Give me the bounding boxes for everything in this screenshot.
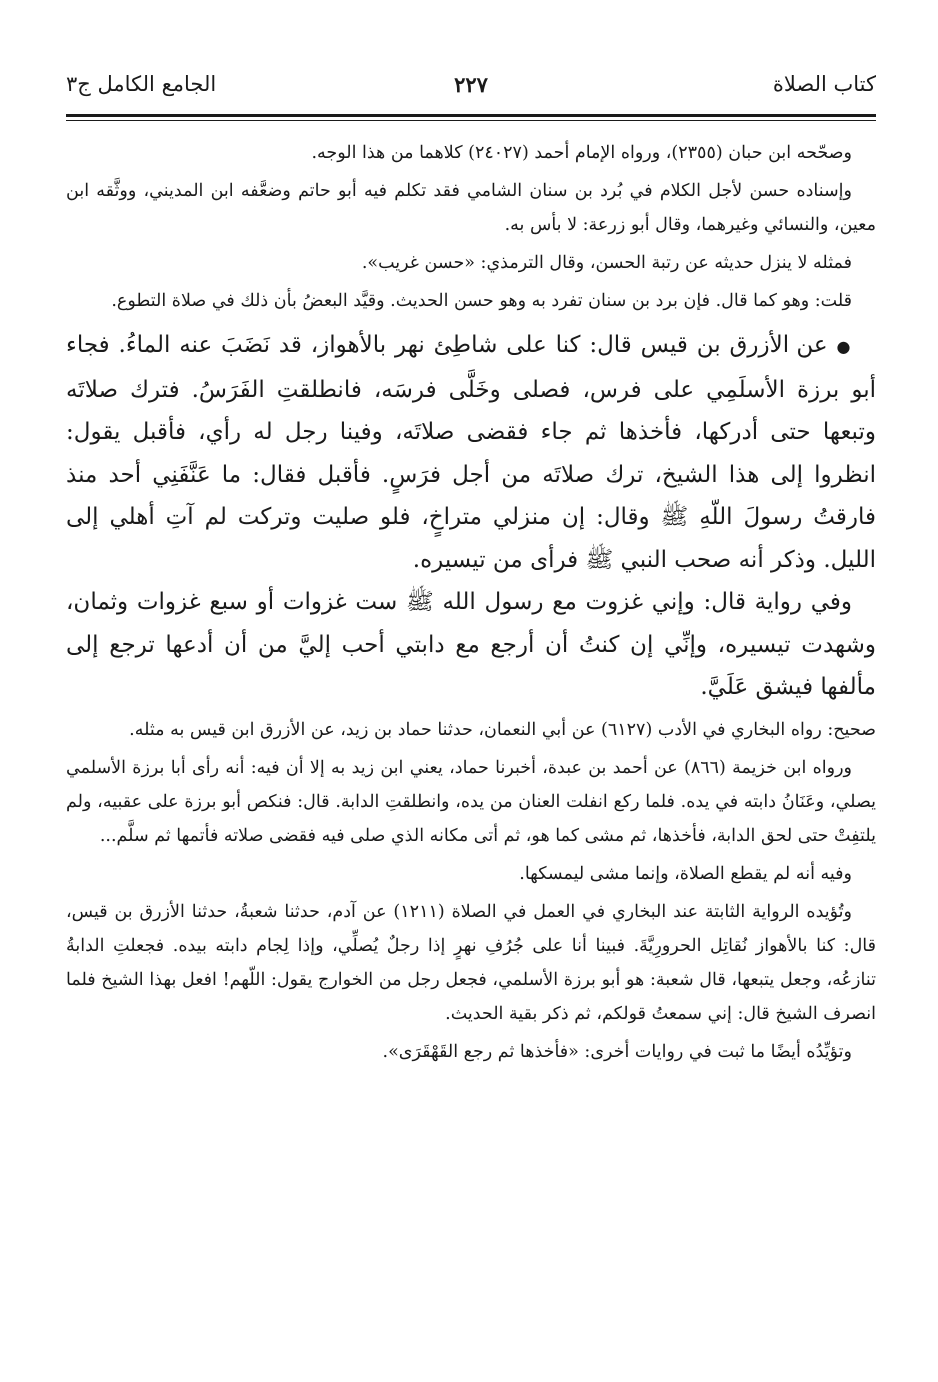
running-header: [66, 70, 876, 110]
hadith-main-text: [66, 324, 876, 581]
header-book-title: الجامع الكامل ج٣: [66, 72, 217, 96]
paragraph-fihi: وفيه أنه لم يقطع الصلاة، وإنما مشى ليمسكها.: [519, 863, 852, 884]
paragraph-tirmidhi: فمثله لا ينزل حديثه عن رتبة الحسن، وقال الترمذي: «حسن غريب».: [361, 253, 852, 273]
hadith-main-text-body: عن الأزرق بن قيس قال: كنا على شاطِئ نهر بالأهواز، قد نَضَبَ عنه الماءُ. فجاء أبو برزة الأسلَمِي على فرس، فصلى وخَلَّى فرسَه، فانطلقتِ الفَرَسُ. فترك صلاتَه وتبعها حتى أدركها، فأخذها ثم جاء فقضى صلاتَه، وفينا رجل له رأي، فأقبل يقول: انظروا إلى هذا الشيخ، ترك صلاتَه من أجل فرَسٍ. فأقبل فقال: ما عَنَّفَنِي أحد منذ فارقتُ رسولَ اللّهِ ﷺ وقال: إن منزلي متراخٍ، فلو صليت وتركت لم آتِ أهلي إلى الليل. وذكر أنه صحب النبي ﷺ فرأى من تيسيره.: [66, 332, 876, 573]
header-rule-thin: [66, 120, 876, 121]
paragraph-qahqara: وتؤيِّدُه أيضًا ما ثبت في روايات أخرى: «فأخذها ثم رجع القَهْقَرَى».: [382, 1041, 852, 1062]
page-number: ٢٢٧: [454, 72, 488, 97]
page-body: [66, 136, 876, 1069]
paragraph-qultu: قلت: وهو كما قال. فإن برد بن سنان تفرد به وهو حسن الحديث. وقيَّد البعضُ بأن ذلك في صلاة التطوع.: [111, 291, 852, 311]
hadith-bullet-icon: ●: [836, 337, 852, 356]
header-rule-thick: [66, 114, 876, 117]
header-chapter-title: كتاب الصلاة: [772, 72, 876, 96]
paragraph-sahih-ibn-hibban: وصحّحه ابن حبان (٢٣٥٥)، ورواه الإمام أحمد (٢٤٠٢٧) كلاهما من هذا الوجه.: [311, 143, 852, 163]
paragraph-takhrij-bukhari: صحيح: رواه البخاري في الأدب (٦١٢٧) عن أبي النعمان، حدثنا حماد بن زيد، عن الأزرق ابن قيس به مثله.: [129, 719, 876, 740]
hadith-riwaya-text: وفي رواية قال: وإني غزوت مع رسول الله ﷺ ست غزوات أو سبع غزوات وثمان، وشهدت تيسيره، وإنِّي إن كنتُ أن أرجع مع دابتي أحب إليَّ من أن أدعها ترجع إلى مألفها فيشق عَلَيَّ.: [66, 589, 876, 700]
paragraph-ibn-khuzaymah: ورواه ابن خزيمة (٨٦٦) عن أحمد بن عبدة، أخبرنا حماد، يعني ابن زيد به إلا أن فيه: أنه رأى أبا برزة الأسلمي يصلي، وعَنَانُ دابته في يده. فلما ركع انفلت العنان من يده، وانطلقتِ الدابة. قال: فنكص أبو برزة على عقبيه، ولم يلتفِتْ حتى لحق الدابة، فأخذها، ثم مشى كما هو، ثم أتى مكانه الذي صلى فيه فقضى صلاته فأتمها ثم سلَّم...: [66, 757, 876, 846]
paragraph-isnad: وإسناده حسن لأجل الكلام في بُرد بن سنان الشامي فقد تكلم فيه أبو حاتم وضعَّفه ابن المديني، ووثَّقه ابن معين، والنسائي وغيرهما، وقال أبو زرعة: لا بأس به.: [66, 181, 876, 235]
paragraph-bukhari-support: وتُؤيده الرواية الثابتة عند البخاري في العمل في الصلاة (١٢١١) عن آدم، حدثنا شعبةُ، حدثنا الأزرق بن قيس، قال: كنا بالأهواز نُقاتِل الحرورِيَّةَ. فبينا أنا على جُرُفِ نهرٍ إذا رجلٌ يُصلِّي، وإذا لِجام دابته بيده. فجعلتِ الدابةُ تنازعُه، وجعل يتبعها، قال شعبة: هو أبو برزة الأسلمي، فجعل رجل من الخوارج يقول: اللّهم! افعل بهذا الشيخ فلما انصرف الشيخ قال: إني سمعتُ قولكم، ثم ذكر بقية الحديث.: [66, 901, 876, 1024]
